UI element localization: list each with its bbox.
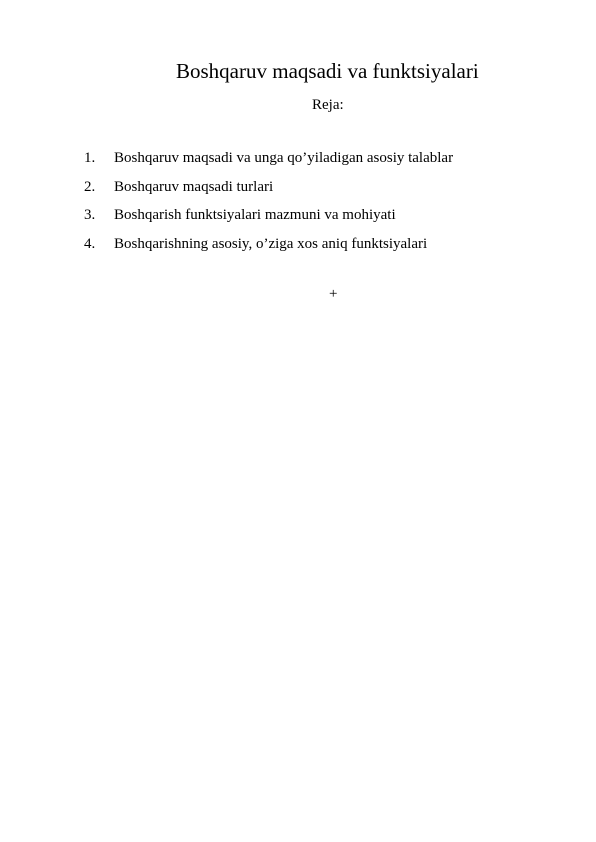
list-item-text: Boshqarish funktsiyalari mazmuni va mohiyati (114, 207, 396, 223)
list-item (84, 206, 453, 235)
list-item-number: 4. (84, 235, 96, 252)
list-item (84, 149, 453, 178)
plus-mark: + (329, 286, 338, 302)
list-item-number: 1. (84, 150, 96, 166)
page-title: Boshqaruv maqsadi va funktsiyalari (176, 59, 479, 83)
list-item-number: 2. (84, 178, 96, 195)
list-item-text: Boshqaruv maqsadi va unga qo’yiladigan asosiy talablar (114, 150, 454, 166)
list-item (84, 235, 453, 264)
list-item (84, 178, 453, 207)
plan-heading: Reja: (312, 97, 344, 113)
list-item-text: Boshqaruv maqsadi turlari (114, 178, 274, 195)
list-item-text: Boshqarishning asosiy, o’ziga xos aniq funktsiyalari (114, 235, 428, 252)
plan-list (84, 149, 453, 263)
list-item-number: 3. (84, 207, 96, 223)
